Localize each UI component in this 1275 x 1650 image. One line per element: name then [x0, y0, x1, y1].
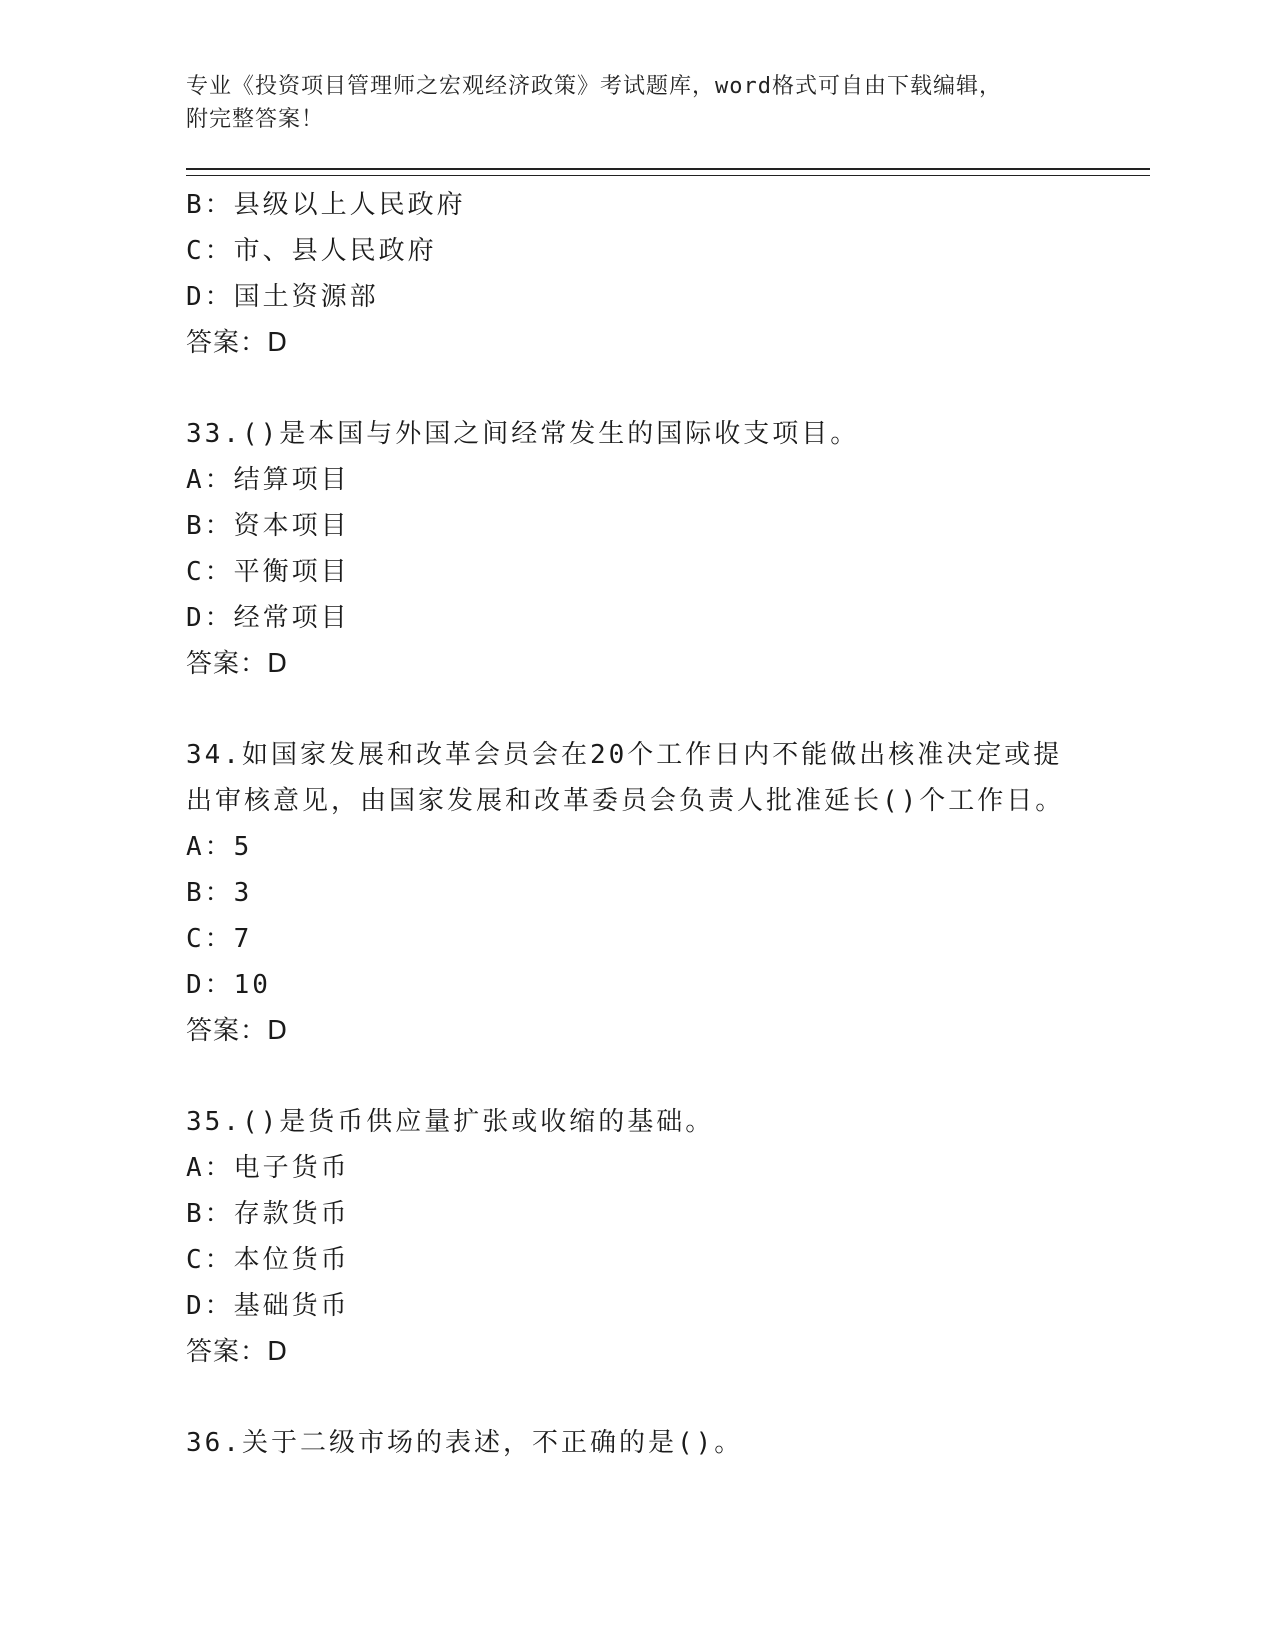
- option-a: A：结算项目: [186, 465, 350, 495]
- option-b: B：3: [186, 878, 253, 908]
- option-d: D：10: [186, 970, 271, 1000]
- answer-label: 答案：D: [186, 328, 289, 358]
- option-d: D：国土资源部: [186, 282, 379, 312]
- option-b: B：存款货币: [186, 1199, 350, 1229]
- option-a: A：5: [186, 832, 253, 862]
- question-text-line-2: 出审核意见，由国家发展和改革委员会负责人批准延长()个工作日。: [186, 786, 1065, 816]
- option-b: B：资本项目: [186, 511, 350, 541]
- answer-label: 答案：D: [186, 649, 289, 679]
- document-page: [186, 70, 1150, 1466]
- question-text: 36.关于二级市场的表述，不正确的是()。: [186, 1428, 744, 1458]
- question-text: 35.()是货币供应量扩张或收缩的基础。: [186, 1107, 715, 1137]
- question-text-line-1: 34.如国家发展和改革会员会在20个工作日内不能做出核准决定或提: [186, 740, 1063, 770]
- header-line-1: 专业《投资项目管理师之宏观经济政策》考试题库，word格式可自由下载编辑，: [186, 74, 1002, 99]
- question-35: [186, 1099, 1150, 1375]
- option-c: C：本位货币: [186, 1245, 350, 1275]
- option-d: D：基础货币: [186, 1291, 350, 1321]
- option-b: B：县级以上人民政府: [186, 190, 466, 220]
- header-divider: [186, 168, 1150, 176]
- option-d: D：经常项目: [186, 603, 350, 633]
- question-content: [186, 182, 1150, 1466]
- answer-label: 答案：D: [186, 1016, 289, 1046]
- answer-label: 答案：D: [186, 1337, 289, 1367]
- question-32-continuation: [186, 182, 1150, 366]
- question-34: [186, 732, 1150, 1054]
- option-a: A：电子货币: [186, 1153, 350, 1183]
- header-line-2: 附完整答案！: [186, 107, 325, 132]
- option-c: C：7: [186, 924, 253, 954]
- question-text: 33.()是本国与外国之间经常发生的国际收支项目。: [186, 419, 860, 449]
- option-c: C：平衡项目: [186, 557, 350, 587]
- question-36: [186, 1420, 1150, 1466]
- document-header: [186, 70, 1150, 136]
- question-33: [186, 411, 1150, 687]
- option-c: C：市、县人民政府: [186, 236, 437, 266]
